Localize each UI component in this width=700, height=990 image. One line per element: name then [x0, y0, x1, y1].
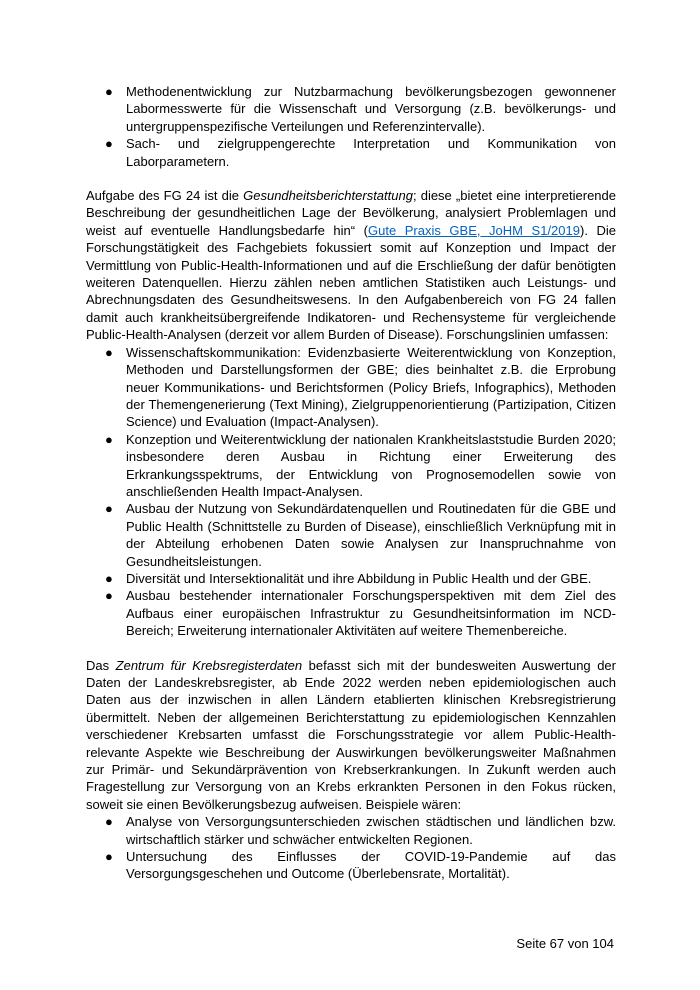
list-item: ● Sach- und zielgruppengerechte Interpretation und Kommunikation von Laborparametern.	[105, 136, 616, 169]
list-item: ● Methodenentwicklung zur Nutzbarmachung bevölkerungsbezogen gewonnener Labormesswerte für die Wissenschaft und Versorgung (z.B. bevölkerungs- und untergruppenspezifische Verteilungen und Referenzintervalle).	[105, 84, 616, 134]
bullet-list-top	[86, 83, 616, 170]
bullet-list-examples	[86, 813, 616, 883]
bullet-icon: ●	[105, 84, 113, 99]
bullet-icon: ●	[105, 431, 113, 447]
list-item: ● Wissenschaftskommunikation: Evidenzbasierte Weiterentwicklung von Konzeption, Methoden und Darstellungsformen der GBE; dies beinhaltet z.B. die Erprobung neuer Kommunikations- und Berichtsformen (Policy Briefs, Infographics), Methoden der Themengenerierung (Text Mining), Zielgruppenorientierung (Partizipation, Citizen Science) und Evaluation (Impact-Analysen).	[105, 344, 616, 430]
paragraph-fg24: Aufgabe des FG 24 ist die Gesundheitsberichterstattung; diese „bietet eine interpretierende Beschreibung der gesundheitlichen Lage der Bevölkerung, analysiert Problemlagen und weist auf eventuelle Handlungsbedarfe hin“ (Gute Praxis GBE, JoHM S1/2019). Die Forschungstätigkeit des Fachgebiets fokussiert somit auf Konzeption und Impact der Vermittlung von Public-Health-Informationen und auf die Erschließung der dafür benötigten weiteren Datenquellen. Hierzu zählen neben amtlichen Statistiken auch Leistungs- und Abrechnungsdaten des Gesundheitswesens. In den Aufgabenbereich von FG 24 fallen damit auch krankheitsübergreifende Indikatoren- und Rechensysteme für vergleichende Public-Health-Analysen (derzeit vor allem Burden of Disease). Forschungslinien umfassen:	[86, 188, 616, 343]
bullet-icon: ●	[105, 344, 113, 360]
bullet-icon: ●	[105, 501, 113, 517]
bullet-icon: ●	[105, 849, 113, 865]
list-item: ● Konzeption und Weiterentwicklung der nationalen Krankheitslaststudie Burden 2020; insbesondere deren Ausbau in Richtung einer Erweiterung des Erkrankungsspektrums, der Entwicklung von Prognosemodellen sowie von anschließenden Health Impact-Analysen.	[105, 431, 616, 499]
bullet-list-research	[86, 344, 616, 640]
list-item: ● Untersuchung des Einflusses der COVID-19-Pandemie auf das Versorgungsgeschehen und Outcome (Überlebensrate, Mortalität).	[105, 849, 616, 882]
bullet-icon: ●	[105, 814, 113, 830]
list-item: ● Diversität und Intersektionalität und ihre Abbildung in Public Health und der GBE.	[105, 570, 592, 586]
list-item: ● Analyse von Versorgungsunterschieden zwischen städtischen und ländlichen bzw. wirtschaftlich stärker und schwächer entwickelten Regionen.	[105, 814, 616, 847]
list-item: ● Ausbau bestehender internationaler Forschungsperspektiven mit dem Ziel des Aufbaus einer europäischen Infrastruktur zu Gesundheitsinformation im NCD-Bereich; Erweiterung internationaler Aktivitäten auf weitere Themenbereiche.	[105, 588, 616, 639]
reference-link[interactable]: Gute Praxis GBE, JoHM S1/2019	[368, 222, 580, 238]
bullet-icon: ●	[105, 570, 113, 586]
bullet-icon: ●	[105, 588, 113, 604]
page-content	[86, 83, 616, 883]
paragraph-krebsregister: Das Zentrum für Krebsregisterdaten befasst sich mit der bundesweiten Auswertung der Daten der Landeskrebsregister, ab Ende 2022 werden neben epidemiologischen auch Daten aus der inzwischen in allen Ländern etablierten klinischen Krebsregistrierung übermittelt. Neben der allgemeinen Berichterstattung zu epidemiologischen Kennzahlen verschiedener Krebsarten umfasst die Forschungsstrategie vor allem Public-Health-relevante Aspekte wie Beschreibung der Auswirkungen bevölkerungsweiter Maßnahmen zur Primär- und Sekundärprävention von Krebserkrankungen. In Zukunft werden auch Fragestellung zur Versorgung von an Krebs erkrankten Personen in den Fokus rücken, soweit sie einen Bevölkerungsbezug aufweisen. Beispiele wären:	[86, 657, 616, 812]
bullet-icon: ●	[105, 136, 113, 152]
list-item: ● Ausbau der Nutzung von Sekundärdatenquellen und Routinedaten für die GBE und Public Health (Schnittstelle zu Burden of Disease), einschließlich Verknüpfung mit in der Abteilung erhobenen Daten sowie Analysen zur Inanspruchnahme von Gesundheitsleistungen.	[105, 501, 616, 569]
page-number: Seite 67 von 104	[516, 936, 614, 951]
